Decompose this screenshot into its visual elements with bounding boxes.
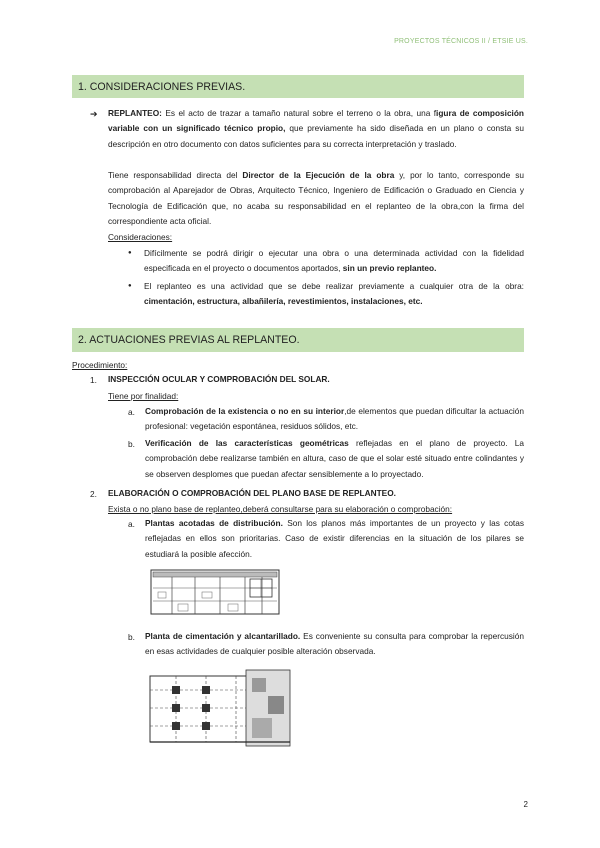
responsibility-text-c: y, por lo tanto, corresponde su comprobación al Aparejador de Obras, Arquitecto Técnico, Ingeniero de Edificación o Graduado en Ciencia y Tecnología de Edificación que, no acaba su responsabilidad en el replanteo de la obra,con la firma del correspondiente acta oficial.	[108, 170, 524, 227]
item-2b-emphasis: Planta de cimentación y alcantarillado.	[145, 631, 301, 641]
responsibility-emphasis: Director de la Ejecución de la obra	[242, 170, 395, 180]
item-1-title-text: INSPECCIÓN OCULAR Y COMPROBACIÓN DEL SOLAR.	[108, 374, 330, 384]
arrow-bullet-icon: ➔	[90, 109, 98, 119]
section-1-heading	[72, 75, 524, 98]
item-2a-letter: a.	[128, 519, 135, 529]
responsibility-text-a: Tiene responsabilidad directa del	[108, 170, 243, 180]
item-2a-emphasis: Plantas acotadas de distribución.	[145, 518, 283, 528]
item-1b-letter: b.	[128, 439, 135, 449]
item-2-title-text: ELABORACIÓN O COMPROBACIÓN DEL PLANO BASE DE REPLANTEO.	[108, 488, 396, 498]
item-2-intro: Exista o no plano base de replanteo,deberá consultarse para su elaboración o comprobación:	[108, 504, 453, 514]
consideration-2	[144, 279, 524, 310]
item-2b-text: Es conveniente su consulta para comprobar la repercusión en esas actividades de cualquier posible alteración observada.	[145, 631, 525, 657]
item-1-number: 1.	[90, 375, 97, 385]
item-1b-emphasis: Verificación de las características geométricas	[145, 438, 349, 448]
item-1a-text: ,de elementos que puedan dificultar la actuación profesional: vegetación espontánea, residuos sólidos, etc.	[145, 406, 524, 432]
section-2-heading	[72, 328, 524, 352]
definition-text-c: que previamente ha sido diseñada en un plano o consta su descripción en otro documento con datos suficientes para su correcta interpretación y traslado.	[108, 123, 524, 149]
item-2b	[145, 629, 524, 660]
item-1-title	[108, 372, 330, 387]
consideration-1	[144, 246, 524, 277]
replanteo-definition	[108, 106, 524, 152]
consideration-2-emphasis: cimentación, estructura, albañilería, revestimientos, instalaciones, etc.	[144, 296, 423, 307]
consideration-1-text: Difícilmente se podrá dirigir o ejecutar una obra o una determinada actividad con la fidelidad especificada en el proyecto o documentos aportados,	[144, 248, 524, 274]
consideration-1-emphasis: sin un previo replanteo.	[342, 263, 437, 274]
item-1-purpose: Tiene por finalidad:	[108, 391, 179, 401]
consideration-2-text: El replanteo es una actividad que se debe realizar previamente a cualquier otra de la obra:	[144, 281, 524, 291]
item-2-number: 2.	[90, 489, 97, 499]
item-2a-text: Son los planos más importantes de un proyecto y las cotas reflejadas en ellos son prioritarias. Caso de existir diferencias en la situación de los pilares se estudiará la posible afección.	[145, 518, 525, 559]
running-header: PROYECTOS TÉCNICOS II / ETSIE US.	[394, 38, 528, 45]
replanteo-label: REPLANTEO:	[108, 108, 162, 118]
item-2-title	[108, 486, 396, 501]
foundation-plan-figure	[146, 668, 296, 748]
responsibility-paragraph	[108, 168, 524, 230]
bullet-icon: ●	[128, 283, 132, 289]
item-1b-text: reflejadas en el plano de proyecto. La comprobación debe realizarse también en altura, caso de que el solar esté situado entre colindantes y se observen desplomes que puedan afectar sensiblemente a lo proyectado.	[145, 438, 524, 479]
item-1a-emphasis: Comprobación de la existencia o no en su interior	[145, 406, 345, 416]
item-2a	[145, 516, 524, 562]
definition-text-a: Es el acto de trazar a tamaño natural sobre el terreno o la obra, una f	[161, 108, 437, 118]
procedure-label: Procedimiento:	[72, 360, 128, 370]
section-1-title: 1. CONSIDERACIONES PREVIAS.	[78, 80, 246, 93]
bullet-icon: ●	[128, 250, 132, 256]
item-2b-letter: b.	[128, 632, 135, 642]
considerations-label: Consideraciones:	[108, 232, 173, 242]
item-1b	[145, 436, 524, 482]
definition-emphasis: igura de composición variable con un significado técnico propio,	[108, 108, 525, 134]
page-number: 2	[523, 800, 528, 809]
item-1a	[145, 404, 524, 435]
item-1a-letter: a.	[128, 407, 135, 417]
section-2-title: 2. ACTUACIONES PREVIAS AL REPLANTEO.	[78, 334, 300, 346]
floor-plan-figure	[150, 568, 282, 618]
